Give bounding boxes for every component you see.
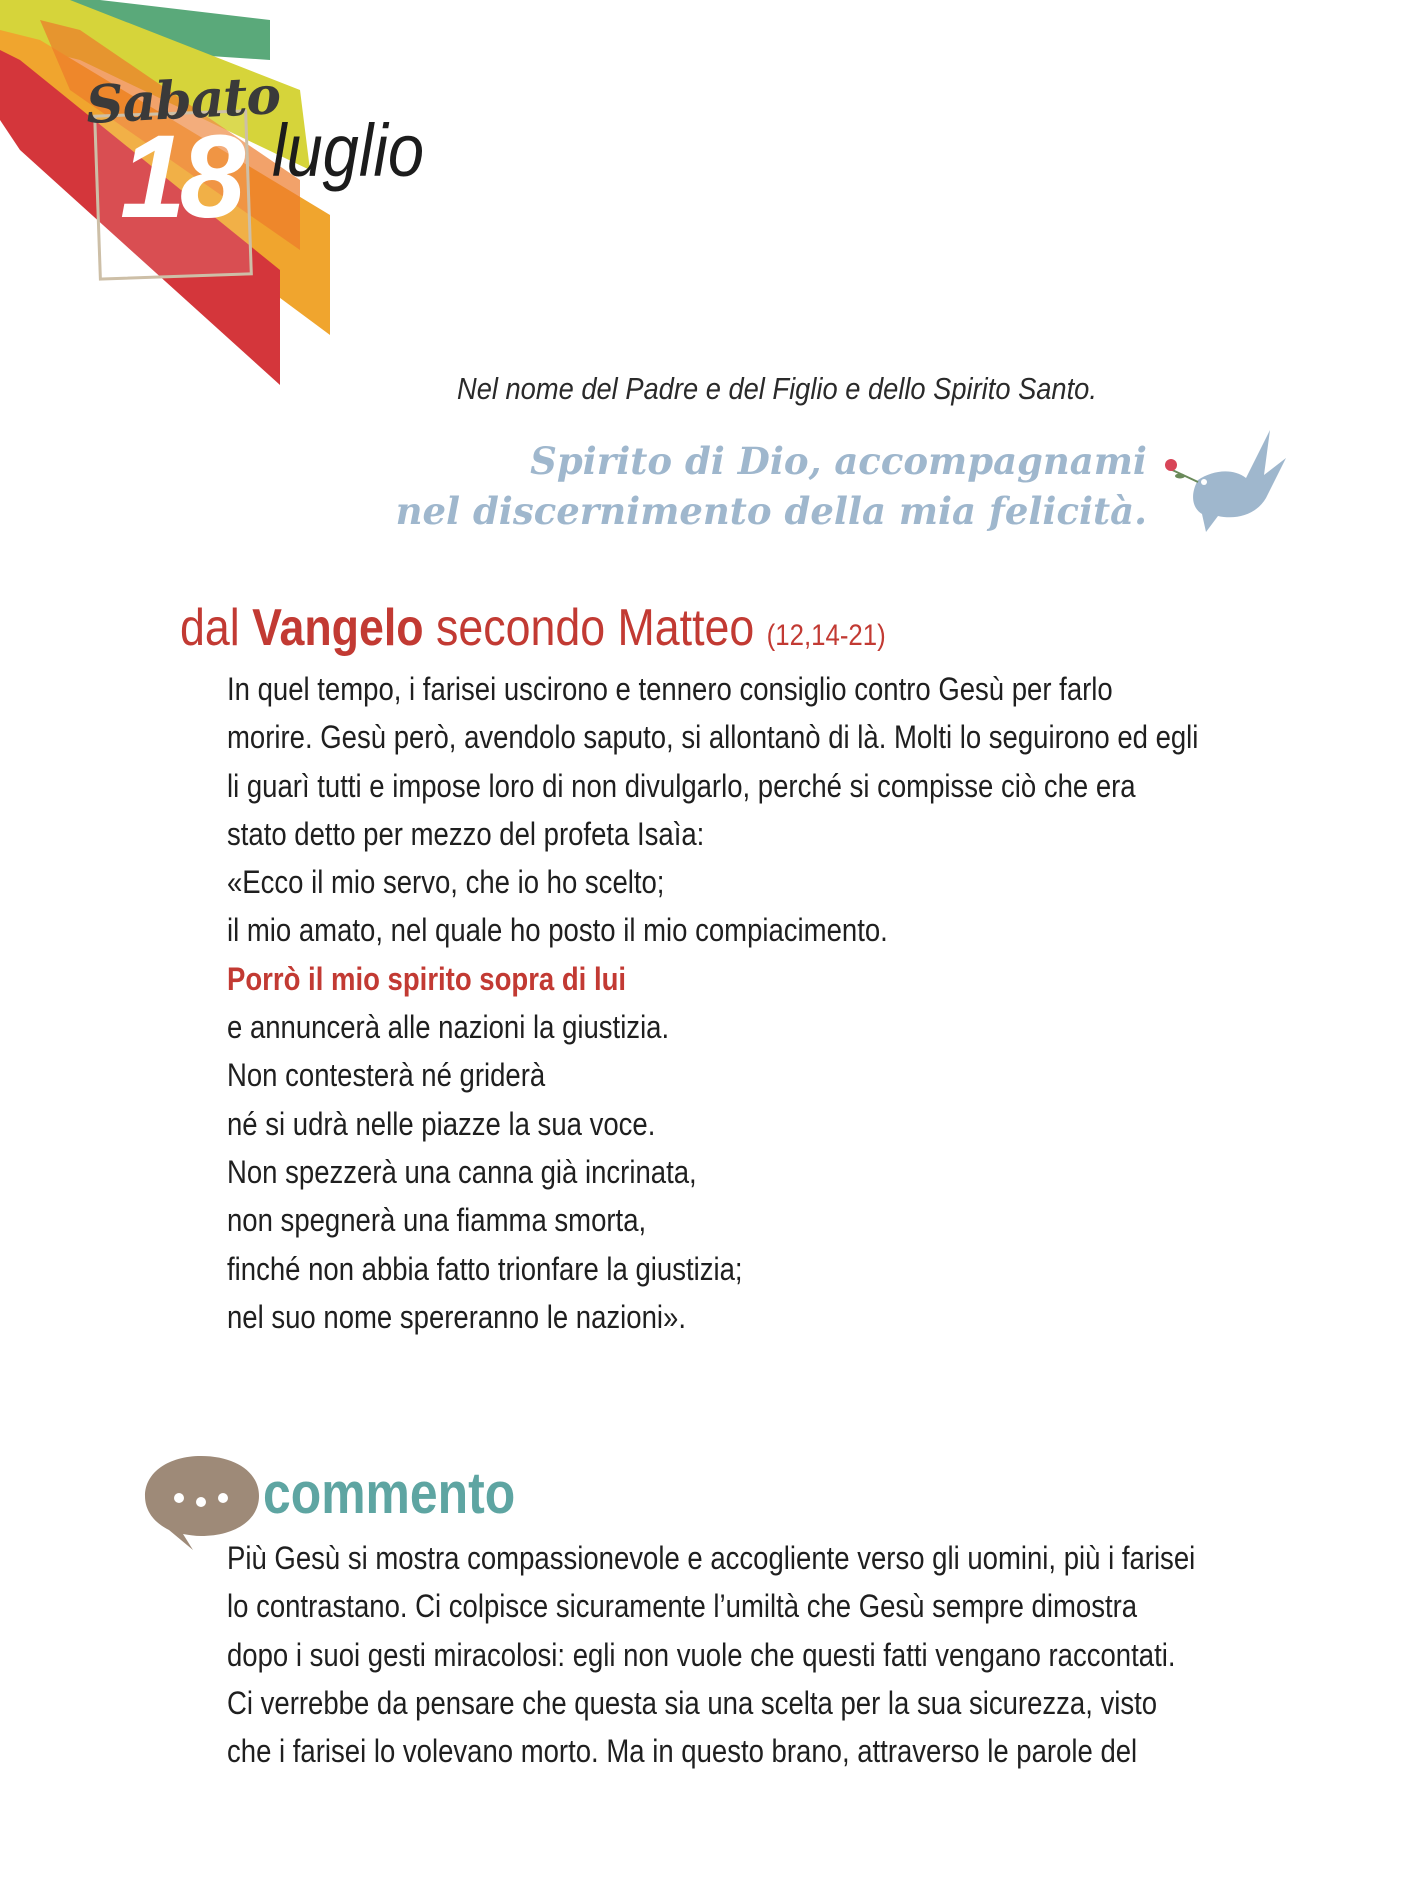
gospel-line: né si udrà nelle piazze la sua voce. <box>227 1105 656 1142</box>
gospel-line: finché non abbia fatto trionfare la giustizia; <box>227 1250 743 1287</box>
gospel-title-bold: Vangelo <box>252 599 424 657</box>
gospel-title <box>180 598 886 658</box>
gospel-line: Non spezzerà una canna già incrinata, <box>227 1153 697 1190</box>
day-number: 18 <box>120 111 240 243</box>
gospel-line: e annuncerà alle nazioni la giustizia. <box>227 1009 670 1046</box>
gospel-title-suffix: secondo Matteo <box>423 599 755 657</box>
invocation: Nel nome del Padre e del Figlio e dello Spirito Santo. <box>457 371 1097 406</box>
gospel-line: il mio amato, nel quale ho posto il mio compiacimento. <box>227 912 888 949</box>
gospel-line: stato detto per mezzo del profeta Isaìa: <box>227 815 705 852</box>
prayer <box>396 436 1147 536</box>
comment-line: Più Gesù si mostra compassionevole e accogliente verso gli uomini, più i farisei <box>227 1540 1196 1576</box>
prayer-line-2: nel discernimento della mia felicità. <box>395 489 1147 533</box>
month-name: luglio <box>272 109 425 192</box>
comment-line: Ci verrebbe da pensare che questa sia una scelta per la sua sicurezza, visto <box>227 1684 1158 1721</box>
gospel-text <box>227 665 1199 1341</box>
gospel-line: Non contesterà né griderà <box>227 1057 546 1094</box>
day-name: Sabato <box>84 64 282 137</box>
gospel-highlight-line: Porrò il mio spirito sopra di lui <box>227 960 627 997</box>
comment-line: che i farisei lo volevano morto. Ma in questo brano, attraverso le parole del <box>227 1733 1138 1770</box>
gospel-line: non spegnerà una fiamma smorta, <box>227 1202 647 1239</box>
prayer-line-1: Spirito di Dio, accompagnami <box>530 439 1147 483</box>
comment-line: dopo i suoi gesti miracolosi: egli non vuole che questi fatti vengano raccontati. <box>227 1636 1176 1673</box>
comment-text <box>227 1534 1196 1775</box>
comment-line: lo contrastano. Ci colpisce sicuramente l’umiltà che Gesù sempre dimostra <box>227 1588 1138 1625</box>
gospel-line: morire. Gesù però, avendolo saputo, si allontanò di là. Molti lo seguirono ed egli <box>227 719 1199 756</box>
gospel-line: «Ecco il mio servo, che io ho scelto; <box>227 864 665 901</box>
gospel-line: li guarì tutti e impose loro di non divulgarlo, perché si compisse ciò che era <box>227 767 1136 804</box>
comment-title: commento <box>263 1461 516 1526</box>
gospel-reference: (12,14-21) <box>766 619 886 652</box>
gospel-line: nel suo nome spereranno le nazioni». <box>227 1298 686 1335</box>
gospel-title-prefix: dal <box>180 599 253 657</box>
gospel-line: In quel tempo, i farisei uscirono e tennero consiglio contro Gesù per farlo <box>227 671 1113 707</box>
dove-icon <box>1158 420 1288 540</box>
